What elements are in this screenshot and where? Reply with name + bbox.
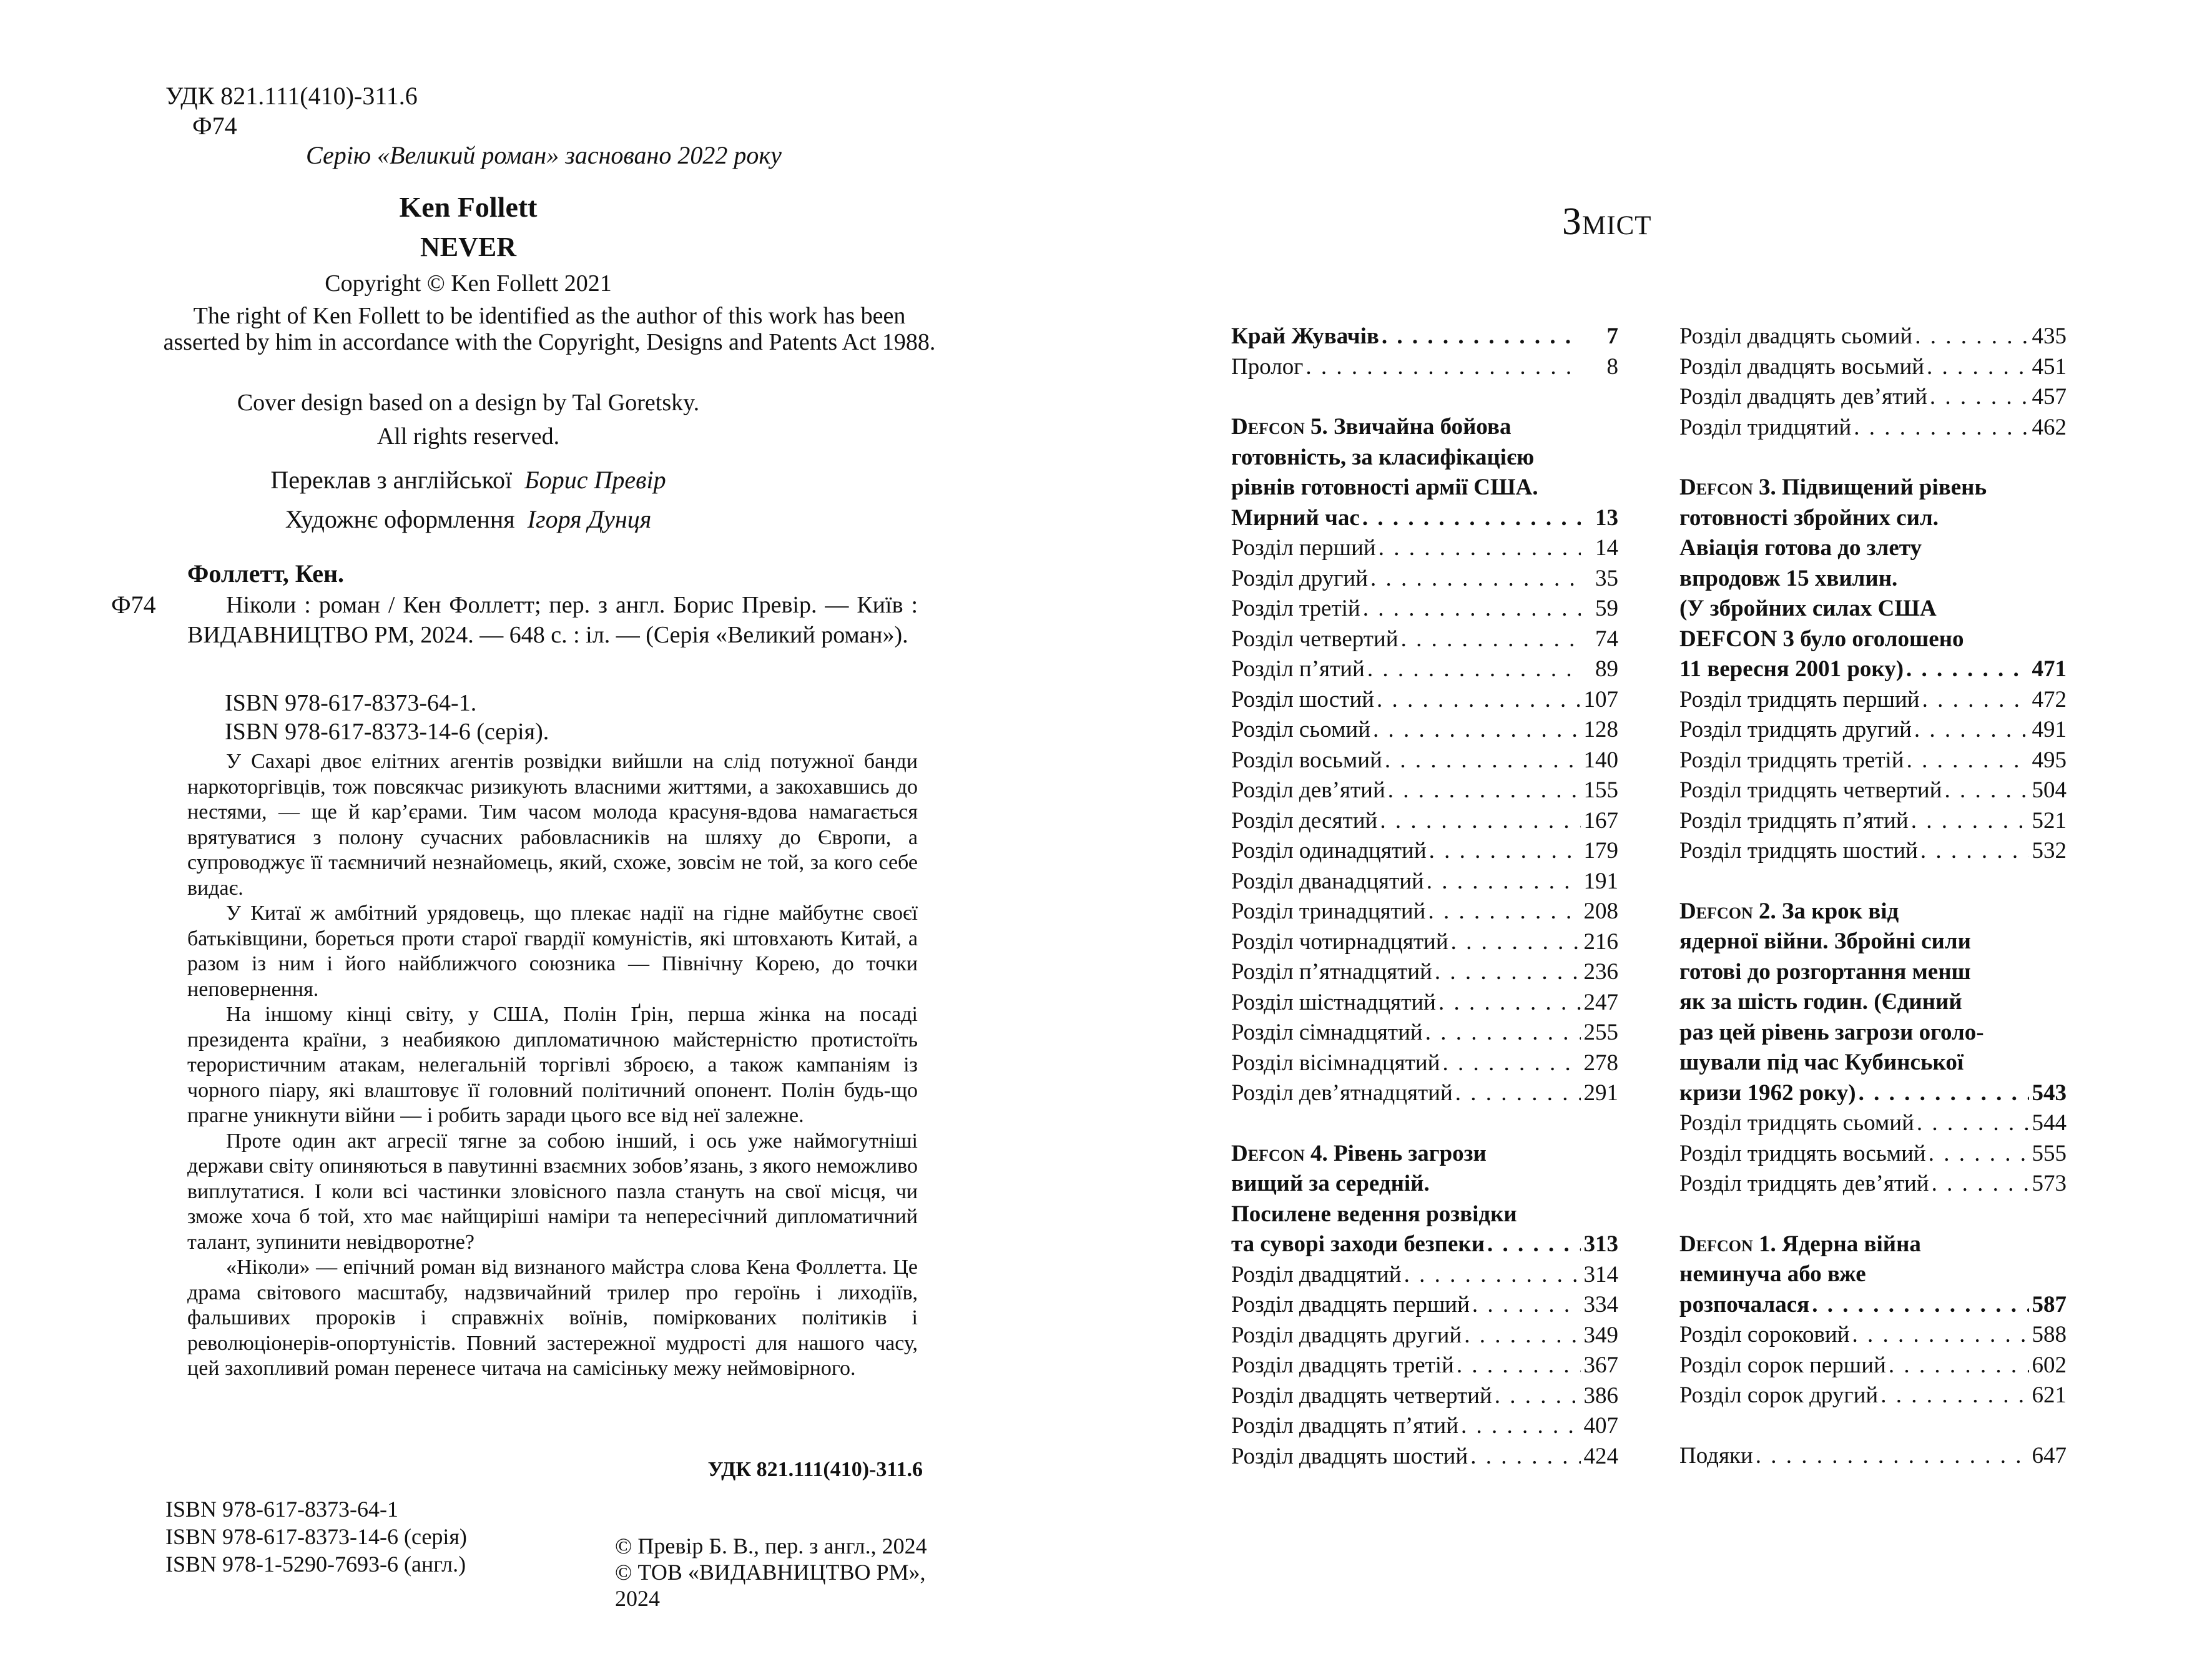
toc-entry-label: Розділ тридцять четвертий bbox=[1679, 777, 1942, 803]
toc-leader-dots bbox=[1362, 503, 1581, 534]
toc-entry[interactable] bbox=[1231, 806, 1618, 837]
toc-entry[interactable] bbox=[1231, 1381, 1618, 1412]
cover-design-credit: Cover design based on a design by Tal Goretsky. bbox=[237, 390, 700, 416]
toc-entry-label: кризи 1962 року) bbox=[1679, 1080, 1856, 1106]
toc-page-number: 647 bbox=[2032, 1442, 2067, 1469]
toc-entry-label: Розділ двадцять сьомий bbox=[1679, 323, 1913, 349]
toc-heading-line: Defcon 4. Рівень загрози bbox=[1231, 1140, 1487, 1166]
toc-leader-dots bbox=[1457, 1351, 1581, 1381]
toc-entry-label: Пролог bbox=[1231, 353, 1304, 380]
toc-page-number: 313 bbox=[1583, 1231, 1618, 1257]
toc-entry-label: Розділ вісімнадцятий bbox=[1231, 1050, 1440, 1076]
toc-entry[interactable] bbox=[1679, 1320, 2067, 1351]
toc-entry-label: Розділ тридцять третій bbox=[1679, 747, 1904, 773]
designer-label: Художнє оформлення bbox=[285, 505, 515, 533]
toc-entry-label: Розділ двадцять перший bbox=[1231, 1292, 1470, 1317]
catalog-description: Ніколи : роман / Кен Фоллетт; пер. з англ. Борис Превір. — Київ : ВИДАВНИЦТВО РМ, 2024. — 648 с. : іл. — (Серія «Великий роман»). bbox=[187, 592, 918, 648]
toc-leader-dots bbox=[1889, 1351, 2029, 1381]
toc-entry-label: Розділ тридцять восьмий bbox=[1679, 1140, 1926, 1166]
toc-entry[interactable] bbox=[1231, 1290, 1618, 1321]
toc-entry-label: та суворі заходи безпеки bbox=[1231, 1231, 1485, 1257]
copyright-item: © ТОВ «ВИДАВНИЦТВО РМ», 2024 bbox=[615, 1560, 926, 1611]
toc-page-number: 587 bbox=[2032, 1291, 2067, 1317]
toc-entry[interactable] bbox=[1679, 352, 2067, 383]
toc-page-number: 236 bbox=[1583, 959, 1618, 985]
toc-entry-label: Розділ сімнадцятий bbox=[1231, 1020, 1423, 1045]
toc-entry-label: Розділ четвертий bbox=[1231, 626, 1398, 652]
toc-part-heading[interactable] bbox=[1679, 654, 2067, 685]
toc-entry[interactable] bbox=[1679, 746, 2067, 776]
toc-leader-dots bbox=[1929, 1139, 2029, 1169]
toc-leader-dots bbox=[1907, 746, 2029, 776]
toc-heading-line: вищий за середній. bbox=[1231, 1171, 1430, 1196]
rights-statement: The right of Ken Follett to be identified as the author of this work has been asserted by him in accordance with the Copyright, Designs and Patents Act 1988. bbox=[163, 303, 936, 355]
toc-page-number: 13 bbox=[1595, 505, 1618, 531]
toc-leader-dots bbox=[1428, 897, 1581, 927]
toc-page-number: 407 bbox=[1583, 1413, 1618, 1439]
toc-entry[interactable] bbox=[1231, 1442, 1618, 1472]
toc-spacer bbox=[1679, 1411, 2067, 1441]
annotation-paragraph: На іншому кінці світу, у США, Полін Ґрін, перша жінка на посаді президента країни, з неабиякою дипломатичною майстерністю протистоїть терористичним атакам, нелегальній торгівлі зброєю, а також кампаніям із чорного піару, які влаштовує її головний політичний опонент. Полін будь-що прагне уникнути війни — і робить заради цього все від неї залежне. bbox=[187, 1003, 918, 1127]
toc-leader-dots bbox=[1379, 533, 1581, 564]
toc-leader-dots bbox=[1385, 746, 1581, 776]
toc-heading-line: Defcon 3. Підвищений рівень bbox=[1679, 475, 1987, 500]
toc-entry[interactable] bbox=[1679, 322, 2067, 352]
toc-entry-label: Розділ сорок перший bbox=[1679, 1352, 1886, 1378]
toc-leader-dots bbox=[1425, 1018, 1581, 1048]
toc-entry-label: Край Жувачів bbox=[1231, 323, 1379, 349]
toc-page-number: 140 bbox=[1583, 747, 1618, 773]
toc-leader-dots bbox=[1911, 806, 2029, 837]
toc-entry[interactable] bbox=[1679, 775, 2067, 806]
copyright-list bbox=[284, 1533, 971, 1612]
toc-part-heading-block bbox=[1231, 1139, 1618, 1260]
toc-entry[interactable] bbox=[1679, 1139, 2067, 1169]
toc-page-number: 255 bbox=[1583, 1020, 1618, 1045]
toc-entry[interactable] bbox=[1231, 988, 1618, 1018]
defcon-label: Defcon bbox=[1231, 1140, 1305, 1166]
toc-heading-line: впродовж 15 хвилин. bbox=[1679, 565, 1898, 591]
toc-page-number: 291 bbox=[1583, 1080, 1618, 1106]
toc-spacer bbox=[1679, 443, 2067, 473]
toc-heading-line: Defcon 2. За крок від bbox=[1679, 898, 1899, 924]
toc-column-2 bbox=[1679, 322, 2067, 1471]
toc-entry[interactable] bbox=[1231, 654, 1618, 685]
toc-page-number: 471 bbox=[2032, 656, 2067, 682]
defcon-label: Defcon bbox=[1679, 898, 1753, 924]
toc-entry[interactable] bbox=[1231, 897, 1618, 927]
toc-heading-line: ядерної війни. Збройні сили bbox=[1679, 928, 1971, 954]
toc-heading-line: Авіація готова до злету bbox=[1679, 535, 1922, 561]
catalog-isbn-list bbox=[225, 689, 549, 746]
toc-page-number: 472 bbox=[2032, 686, 2067, 712]
toc-leader-dots bbox=[1363, 594, 1581, 624]
toc-leader-dots bbox=[1470, 1442, 1581, 1472]
all-rights-reserved: All rights reserved. bbox=[376, 423, 560, 450]
toc-leader-dots bbox=[1305, 352, 1581, 383]
toc-part-heading-block bbox=[1679, 897, 2067, 1109]
toc-entry-label: Подяки bbox=[1679, 1442, 1753, 1469]
toc-page-number: 544 bbox=[2032, 1110, 2067, 1136]
toc-leader-dots bbox=[1472, 1290, 1581, 1321]
toc-entry[interactable] bbox=[1679, 413, 2067, 443]
toc-entry[interactable] bbox=[1231, 1018, 1618, 1048]
designer-credit bbox=[0, 505, 936, 534]
toc-page-number: 179 bbox=[1583, 838, 1618, 864]
toc-page-number: 543 bbox=[2032, 1080, 2067, 1106]
toc-entry[interactable] bbox=[1231, 715, 1618, 746]
toc-page-number: 602 bbox=[2032, 1352, 2067, 1378]
toc-entry-label: Розділ одинадцятий bbox=[1231, 838, 1427, 864]
translator-credit bbox=[0, 465, 936, 495]
toc-entry[interactable] bbox=[1231, 685, 1618, 716]
toc-leader-dots bbox=[1435, 957, 1581, 988]
toc-entry-label: Розділ десятий bbox=[1231, 807, 1378, 834]
toc-entry[interactable] bbox=[1231, 1321, 1618, 1351]
toc-entry[interactable] bbox=[1231, 927, 1618, 958]
toc-leader-dots bbox=[1388, 775, 1581, 806]
toc-page-number: 435 bbox=[2032, 323, 2067, 349]
toc-part-heading-block bbox=[1231, 412, 1618, 533]
toc-entry-label: Розділ сьомий bbox=[1231, 717, 1371, 742]
toc-entry-label: Розділ двадцять третій bbox=[1231, 1352, 1454, 1378]
toc-heading-line: готовності збройних сил. bbox=[1679, 505, 1939, 531]
toc-part-heading-block bbox=[1679, 1229, 2067, 1321]
toc-page-number: 208 bbox=[1583, 898, 1618, 924]
annotation-paragraph: «Ніколи» — епічний роман від визнаного майстра слова Кена Фоллетта. Це драма світового масштабу, надзвичайний трилер про героїнь і лиходіїв, фальшивих пророків і справжніх воїнів, поміркованих політиків і революціонерів-опортуністів. Повний застережної мудрості для нашого часу, цей захопливий роман перенесе читача на самісіньку межу неймовірного. bbox=[187, 1256, 918, 1380]
toc-leader-dots bbox=[1377, 685, 1581, 716]
toc-page-number: 7 bbox=[1606, 323, 1618, 349]
toc-entry[interactable] bbox=[1231, 867, 1618, 897]
toc-entry[interactable] bbox=[1679, 806, 2067, 837]
toc-heading-line: шували під час Кубинської bbox=[1679, 1050, 1964, 1075]
toc-page-number: 495 bbox=[2032, 747, 2067, 773]
toc-entry-label: Розділ п’ятнадцятий bbox=[1231, 959, 1432, 985]
toc-entry[interactable] bbox=[1231, 624, 1618, 655]
toc-entry[interactable] bbox=[1231, 533, 1618, 564]
toc-leader-dots bbox=[1812, 1290, 2029, 1321]
toc-leader-dots bbox=[1927, 352, 2029, 383]
toc-entry-label: Розділ тридцять дев’ятий bbox=[1679, 1171, 1929, 1196]
toc-page-number: 74 bbox=[1595, 626, 1618, 652]
toc-leader-dots bbox=[1442, 1048, 1581, 1079]
toc-leader-dots bbox=[1915, 322, 2029, 352]
toc-page-number: 59 bbox=[1595, 596, 1618, 621]
toc-heading-line: Посилене ведення розвідки bbox=[1231, 1201, 1517, 1227]
author-name-en: Ken Follett bbox=[399, 191, 538, 223]
toc-leader-dots bbox=[1932, 1169, 2029, 1199]
toc-leader-dots bbox=[1382, 322, 1581, 352]
toc-entry-label: Розділ восьмий bbox=[1231, 747, 1382, 773]
toc-page-number: 451 bbox=[2032, 353, 2067, 380]
toc-page-number: 588 bbox=[2032, 1322, 2067, 1347]
toc-entry[interactable] bbox=[1231, 594, 1618, 624]
toc-part-heading[interactable] bbox=[1231, 1229, 1618, 1260]
toc-leader-dots bbox=[1401, 624, 1581, 655]
toc-page-number: 334 bbox=[1583, 1292, 1618, 1317]
toc-leader-dots bbox=[1880, 1381, 2029, 1411]
toc-entry[interactable] bbox=[1679, 1441, 2067, 1472]
toc-heading-line: як за шість годин. (Єдиний bbox=[1679, 989, 1962, 1015]
toc-entry[interactable] bbox=[1231, 1048, 1618, 1079]
toc-entry-label: Розділ дванадцятий bbox=[1231, 868, 1424, 894]
toc-spacer bbox=[1679, 867, 2067, 897]
toc-leader-dots bbox=[1495, 1381, 1581, 1412]
toc-heading-line: рівнів готовності армії США. bbox=[1231, 475, 1538, 500]
toc-entry-label: 11 вересня 2001 року) bbox=[1679, 656, 1904, 682]
toc-entry[interactable] bbox=[1679, 1108, 2067, 1139]
toc-entry-label: Розділ шістнадцятий bbox=[1231, 989, 1436, 1015]
toc-entry[interactable] bbox=[1231, 775, 1618, 806]
toc-entry-label: Розділ третій bbox=[1231, 596, 1360, 621]
catalog-isbn: ISBN 978-617-8373-64-1. bbox=[225, 690, 477, 716]
toc-page-number: 532 bbox=[2032, 838, 2067, 864]
toc-page-number: 216 bbox=[1583, 928, 1618, 955]
toc-entry-label: Розділ тринадцятий bbox=[1231, 898, 1426, 924]
copyright-item: © Превір Б. В., пер. з англ., 2024 bbox=[615, 1533, 927, 1558]
toc-leader-dots bbox=[1438, 988, 1581, 1018]
toc-entry-label: Розділ чотирнадцятий bbox=[1231, 928, 1448, 955]
toc-entry-label: Розділ сорок другий bbox=[1679, 1382, 1879, 1408]
defcon-label: Defcon bbox=[1679, 475, 1753, 500]
translator-label: Переклав з англійської bbox=[270, 466, 513, 494]
toc-page-number: 314 bbox=[1583, 1261, 1618, 1287]
toc-leader-dots bbox=[1367, 654, 1581, 685]
toc-leader-dots bbox=[1461, 1411, 1581, 1442]
toc-entry[interactable] bbox=[1679, 715, 2067, 746]
toc-entry-label: Розділ тридцятий bbox=[1679, 414, 1852, 440]
toc-page-number: 278 bbox=[1583, 1050, 1618, 1076]
translator-name: Борис Превір bbox=[524, 466, 666, 494]
toc-heading-line: DEFCON 3 було оголошено bbox=[1679, 626, 1964, 652]
copyright-line: Copyright © Ken Follett 2021 bbox=[325, 270, 612, 297]
toc-entry-label: Розділ тридцять перший bbox=[1679, 686, 1920, 712]
toc-page-number: 107 bbox=[1583, 686, 1618, 712]
defcon-label: Defcon bbox=[1231, 414, 1305, 440]
toc-entry-label: Розділ тридцять шостий bbox=[1679, 838, 1918, 864]
series-note: Серію «Великий роман» засновано 2022 року bbox=[306, 141, 782, 169]
isbn-line: ISBN 978-617-8373-64-1 bbox=[165, 1497, 398, 1522]
toc-page-number: 349 bbox=[1583, 1322, 1618, 1348]
toc-leader-dots bbox=[1404, 1260, 1581, 1291]
toc-entry-label: Мирний час bbox=[1231, 505, 1360, 531]
toc-leader-dots bbox=[1455, 1078, 1581, 1109]
toc-entry-label: Розділ сороковий bbox=[1679, 1322, 1850, 1347]
toc-part-heading[interactable] bbox=[1231, 322, 1618, 352]
toc-title: Зміст bbox=[1562, 200, 1652, 243]
toc-leader-dots bbox=[1922, 685, 2029, 716]
toc-leader-dots bbox=[1429, 836, 1581, 867]
toc-page-number: 247 bbox=[1583, 989, 1618, 1015]
toc-page-number: 386 bbox=[1583, 1382, 1618, 1409]
toc-heading-line: готові до розгортання менш bbox=[1679, 958, 1971, 985]
toc-page-number: 191 bbox=[1583, 868, 1618, 894]
toc-entry-label: Розділ перший bbox=[1231, 535, 1376, 561]
toc-leader-dots bbox=[1944, 775, 2029, 806]
toc-part-heading[interactable] bbox=[1679, 1290, 2067, 1321]
udk-code-bottom: УДК 821.111(410)-311.6 bbox=[707, 1458, 923, 1481]
toc-spacer bbox=[1231, 382, 1618, 412]
toc-entry-label: Розділ п’ятий bbox=[1231, 656, 1365, 682]
toc-page-number: 491 bbox=[2032, 717, 2067, 742]
toc-entry-label: Розділ тридцять сьомий bbox=[1679, 1110, 1914, 1136]
defcon-label: Defcon bbox=[1679, 1231, 1753, 1257]
toc-heading-line: Defcon 1. Ядерна війна bbox=[1679, 1231, 1921, 1257]
toc-entry-label: Розділ двадцять п’ятий bbox=[1231, 1413, 1459, 1439]
toc-leader-dots bbox=[1920, 836, 2029, 867]
toc-leader-dots bbox=[1914, 715, 2029, 746]
toc-page-number: 35 bbox=[1595, 565, 1618, 591]
toc-page-number: 14 bbox=[1595, 535, 1618, 561]
toc-page-number: 457 bbox=[2032, 384, 2067, 410]
toc-leader-dots bbox=[1756, 1441, 2029, 1472]
catalog-author: Фоллетт, Кен. bbox=[187, 559, 345, 588]
annotation-paragraph: Проте один акт агресії тягне за собою інший, і ось уже наймогутніші держави світу опиняються в павутинні взаємних зобов’язань, з якого неможливо виплутатися. І коли всі частинки зловісного пазла стануть на свої місця, чи зможе хоча б той, хто має найщиріші наміри та непересічний дипломатичний талант, зупинити невідворотне? bbox=[187, 1129, 918, 1254]
toc-page-number: 573 bbox=[2032, 1171, 2067, 1196]
toc-entry[interactable] bbox=[1231, 836, 1618, 867]
toc-entry-label: Розділ тридцять п’ятий bbox=[1679, 807, 1909, 834]
udk-code: УДК 821.111(410)-311.6 bbox=[165, 82, 418, 110]
toc-entry-label: Розділ двадцять дев’ятий bbox=[1679, 384, 1927, 410]
toc-page-number: 555 bbox=[2032, 1140, 2067, 1166]
toc-leader-dots bbox=[1464, 1321, 1581, 1351]
toc-page-number: 424 bbox=[1583, 1443, 1618, 1469]
toc-entry-label: Розділ шостий bbox=[1231, 686, 1375, 712]
toc-leader-dots bbox=[1852, 1320, 2029, 1351]
annotation-paragraph: У Китаї ж амбітний урядовець, що плекає надії на гідне майбутнє своєї батьківщини, бореться проти старої гвардії комуністів, які штовхають Китай, а разом із ним і його найближчого союзника — Північну Корею, до точки неповернення. bbox=[187, 902, 918, 1001]
toc-entry[interactable] bbox=[1679, 382, 2067, 413]
toc-entry-label: Розділ другий bbox=[1231, 565, 1369, 591]
toc-page-number: 167 bbox=[1583, 807, 1618, 834]
toc-heading-line: (У збройних силах США bbox=[1679, 596, 1937, 621]
author-sign: Ф74 bbox=[192, 112, 237, 140]
toc-entry[interactable] bbox=[1679, 836, 2067, 867]
toc-heading-line: Defcon 5. Звичайна бойова bbox=[1231, 414, 1512, 440]
toc-entry[interactable] bbox=[1231, 1260, 1618, 1291]
toc-page-number: 521 bbox=[2032, 807, 2067, 834]
toc-leader-dots bbox=[1859, 1078, 2029, 1109]
toc-heading-line: раз цей рівень загрози оголо- bbox=[1679, 1019, 1984, 1045]
toc-entry[interactable] bbox=[1231, 1411, 1618, 1442]
toc-entry-label: Розділ двадцять другий bbox=[1231, 1322, 1462, 1348]
catalog-index: Ф74 bbox=[111, 591, 156, 619]
toc-leader-dots bbox=[1370, 564, 1581, 594]
toc-column-1 bbox=[1231, 322, 1618, 1472]
toc-entry-label: Розділ двадцять шостий bbox=[1231, 1443, 1468, 1469]
toc-entry[interactable] bbox=[1679, 1351, 2067, 1381]
toc-part-heading[interactable] bbox=[1679, 1078, 2067, 1109]
title-en: NEVER bbox=[420, 232, 517, 262]
toc-entry-label: розпочалася bbox=[1679, 1291, 1810, 1317]
toc-page-number: 89 bbox=[1595, 656, 1618, 682]
toc-entry[interactable] bbox=[1231, 352, 1618, 383]
toc-leader-dots bbox=[1427, 867, 1581, 897]
toc-part-heading[interactable] bbox=[1231, 503, 1618, 534]
toc-entry[interactable] bbox=[1679, 1169, 2067, 1199]
toc-spacer bbox=[1679, 1199, 2067, 1229]
isbn-line: ISBN 978-617-8373-14-6 (серія) bbox=[165, 1524, 467, 1549]
toc-page-number: 621 bbox=[2032, 1382, 2067, 1408]
toc-page-number: 367 bbox=[1583, 1352, 1618, 1378]
toc-page-number: 128 bbox=[1583, 717, 1618, 742]
toc-leader-dots bbox=[1917, 1108, 2029, 1139]
toc-page-number: 504 bbox=[2032, 777, 2067, 803]
toc-leader-dots bbox=[1451, 927, 1581, 958]
toc-entry[interactable] bbox=[1231, 564, 1618, 594]
annotation-paragraph: У Сахарі двоє елітних агентів розвідки вийшли на слід потужної банди наркоторгівців, тож повсякчас ризикують власними життями, а закохавшись до нестями, — ще й кар’єрами. Тим часом молода красуня-вдова намагається врятуватися з полону сучасних рабовласників на шляху до Європи, а супроводжує її таємничий незнайомець, який, схоже, зовсім не той, за кого себе видає. bbox=[187, 750, 918, 900]
toc-entry-label: Розділ двадцятий bbox=[1231, 1261, 1402, 1287]
toc-heading-line: неминуча або вже bbox=[1679, 1261, 1866, 1287]
toc-entry-label: Розділ дев’ятий bbox=[1231, 777, 1385, 803]
toc-entry-label: Розділ двадцять восьмий bbox=[1679, 353, 1925, 380]
toc-page-number: 155 bbox=[1583, 777, 1618, 803]
toc-entry[interactable] bbox=[1231, 957, 1618, 988]
toc-entry[interactable] bbox=[1679, 1381, 2067, 1411]
catalog-isbn: ISBN 978-617-8373-14-6 (серія). bbox=[225, 719, 549, 745]
toc-entry-label: Розділ тридцять другий bbox=[1679, 717, 1912, 742]
toc-entry[interactable] bbox=[1679, 685, 2067, 716]
annotation bbox=[187, 749, 918, 1382]
toc-heading-line: готовність, за класифікацією bbox=[1231, 444, 1535, 470]
toc-entry[interactable] bbox=[1231, 1078, 1618, 1109]
toc-entry-label: Розділ дев’ятнадцятий bbox=[1231, 1080, 1453, 1106]
toc-leader-dots bbox=[1854, 413, 2029, 443]
toc-spacer bbox=[1231, 1109, 1618, 1139]
toc-part-heading-block bbox=[1679, 473, 2067, 685]
toc-entry[interactable] bbox=[1231, 746, 1618, 776]
toc-leader-dots bbox=[1930, 382, 2029, 413]
isbn-line: ISBN 978-1-5290-7693-6 (англ.) bbox=[165, 1552, 466, 1577]
toc-page-number: 8 bbox=[1606, 353, 1618, 380]
toc-entry[interactable] bbox=[1231, 1351, 1618, 1381]
toc-entry-label: Розділ двадцять четвертий bbox=[1231, 1382, 1492, 1409]
toc-page-number: 462 bbox=[2032, 414, 2067, 440]
toc-leader-dots bbox=[1906, 654, 2029, 685]
designer-name: Ігоря Дунця bbox=[527, 505, 652, 533]
toc-leader-dots bbox=[1373, 715, 1581, 746]
toc-leader-dots bbox=[1380, 806, 1581, 837]
toc-leader-dots bbox=[1487, 1229, 1581, 1260]
